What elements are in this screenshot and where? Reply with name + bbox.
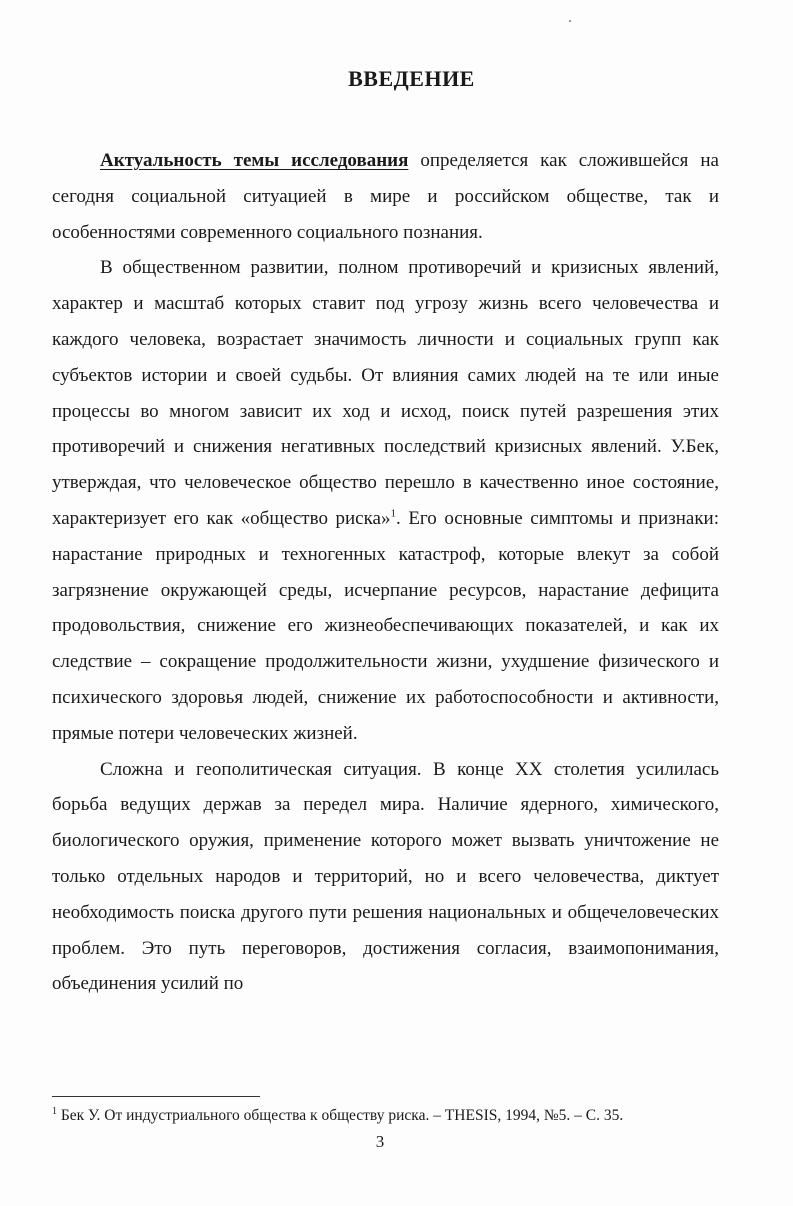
paragraph-text: . Его основные симптомы и признаки: нарастание природных и техногенных катастроф, которые влекут за собой загрязнение окружающей среды, исчерпание ресурсов, нарастание дефицита продовольствия, снижение его жизнеобеспечивающих показателей, и как их следствие – сокращение продолжительности жизни, ухудшение физического и психического здоровья людей, снижение их работоспособности и активности, прямые потери человеческих жизней.	[52, 507, 719, 744]
footnote-marker: 1	[52, 1105, 57, 1117]
body-text	[52, 143, 719, 1002]
paragraph-text: В общественном развитии, полном противоречий и кризисных явлений, характер и масштаб которых ставит под угрозу жизнь всего человечества и каждого человека, возрастает значимость личности и социальных групп как субъектов истории и своей судьбы. От влияния самих людей на те или иные процессы во многом зависит их ход и исход, поиск путей разрешения этих противоречий и снижения негативных последствий кризисных явлений. У.Бек, утверждая, что человеческое общество перешло в качественно иное состояние, характеризует его как «общество риска»	[52, 257, 719, 529]
paragraph-geopolitics	[52, 752, 719, 1003]
page-title: ВВЕДЕНИЕ	[348, 66, 475, 91]
paragraph-text: определяется как сложившейся на сегодня социальной ситуацией в мире и российском обществе, так и особенностями современного социального познания.	[52, 150, 719, 243]
footnote	[52, 1106, 752, 1126]
paragraph-text: Сложна и геополитическая ситуация. В конце XX столетия усилилась борьба ведущих держав за передел мира. Наличие ядерного, химического, биологического оружия, применение которого может вызвать уничтожение не только отдельных народов и территорий, но и всего человечества, диктует необходимость поиска другого пути решения национальных и общечеловеческих проблем. Это путь переговоров, достижения согласия, взаимопонимания, объединения усилий по	[52, 758, 719, 995]
footnote-reference: 1	[390, 507, 396, 520]
footnote-divider	[52, 1096, 260, 1097]
footnote-text: Бек У. От индустриального общества к обществу риска. – THESIS, 1994, №5. – С. 35.	[57, 1107, 624, 1124]
page-number: 3	[375, 1132, 385, 1151]
relevance-heading: Актуальность темы исследования	[100, 150, 409, 171]
paragraph-social-development	[52, 250, 719, 751]
paragraph-relevance	[52, 143, 719, 250]
scan-speck	[569, 20, 571, 22]
